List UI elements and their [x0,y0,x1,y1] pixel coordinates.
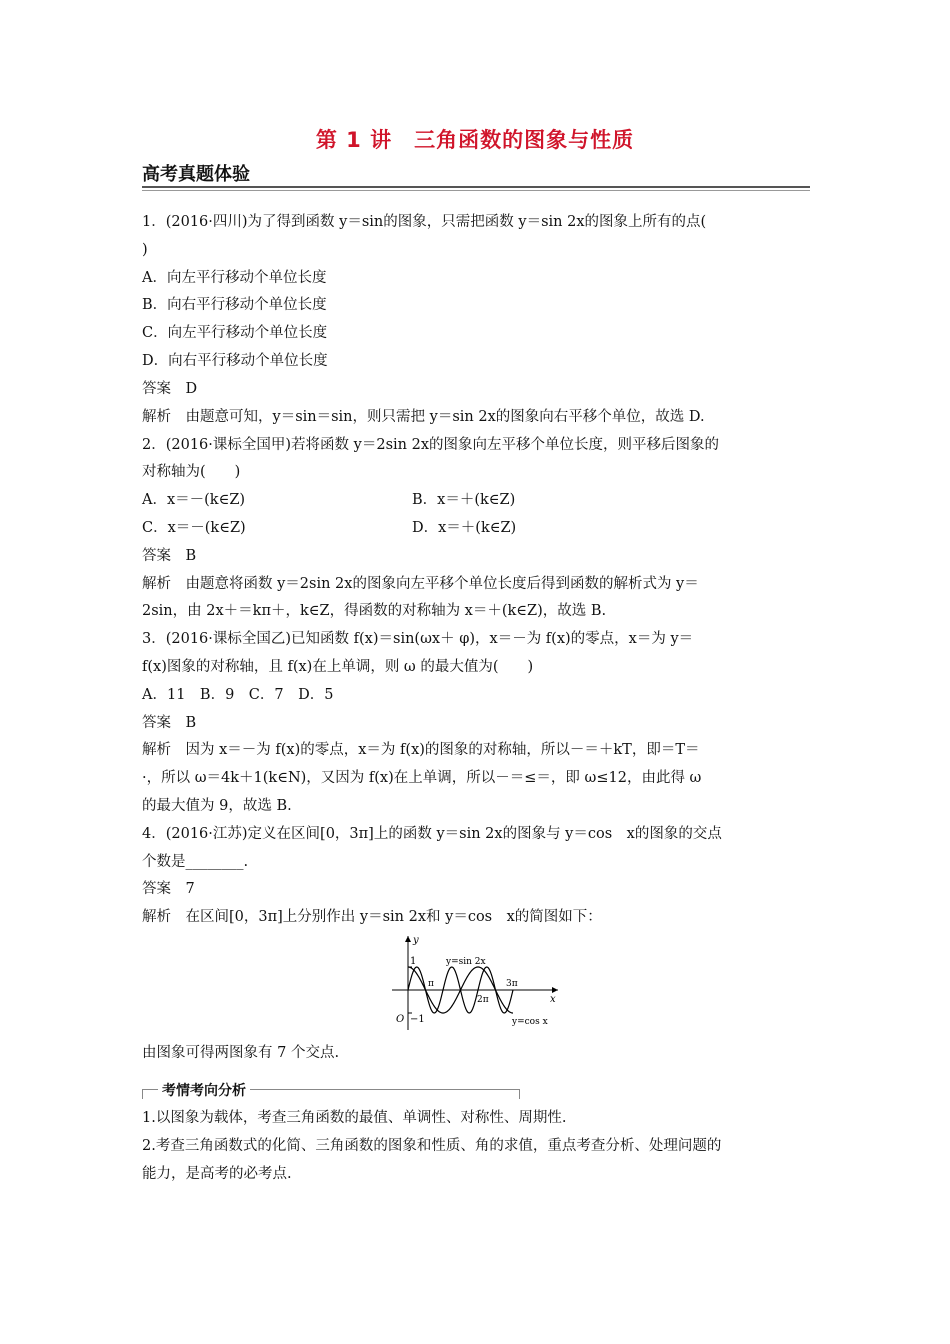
q2-stem-cont: 对称轴为( ) [142,464,241,480]
q3-analysis-cont: ·，所以 ω＝4k＋1(k∈N)，又因为 f(x)在上单调，所以－＝≤＝，即 ω≤12，由此得 ω [142,770,702,786]
q2-stem: 2．(2016·课标全国甲)若将函数 y＝2sin 2x的图象向左平移个单位长度，则平移后图象的 [142,437,720,453]
section-divider [142,186,810,188]
q3-analysis-end: 的最大值为 9，故选 B. [142,798,292,814]
x-axis-label: x [550,994,556,1005]
q1-answer: 答案 D [142,381,198,397]
q3-options: A．11 B．9 C．7 D．5 [142,687,334,703]
q1-option-a: A．向左平行移动个单位长度 [142,270,327,286]
label-sin-curve: y=sin 2x [446,957,486,967]
q2-answer: 答案 B [142,548,197,564]
analysis-box-left [142,1089,143,1099]
y-axis-label: y [413,935,419,946]
q1-analysis: 解析 由题意可知，y＝sin＝sin，则只需把 y＝sin 2x的图象向右平移个单位，故选 D. [142,409,705,425]
q2-option-a: A．x＝－(k∈Z) [142,492,246,508]
q2-option-c: C．x＝－(k∈Z) [142,520,246,536]
analysis-point-2-cont: 能力，是高考的必考点. [142,1166,292,1182]
section-divider-thin [142,190,810,191]
label-2pi: 2π [477,995,489,1005]
q3-analysis: 解析 因为 x＝－为 f(x)的零点，x＝为 f(x)的图象的对称轴，所以－＝＋kT，即＝T＝ [142,742,700,758]
label-cos-curve: y=cos x [512,1017,548,1027]
label-one: 1 [410,956,417,967]
q2-option-d: D．x＝＋(k∈Z) [412,520,517,536]
analysis-box-right [519,1089,520,1099]
analysis-point-2: 2.考查三角函数式的化简、三角函数的图象和性质、角的求值，重点考查分析、处理问题的 [142,1138,722,1154]
q3-stem-cont: f(x)图象的对称轴，且 f(x)在上单调，则 ω 的最大值为( ) [142,659,534,675]
x-axis-arrow [552,987,558,993]
q2-option-b: B．x＝＋(k∈Z) [412,492,516,508]
section-heading: 高考真题体验 [142,164,250,185]
q1-option-b: B．向右平行移动个单位长度 [142,297,327,313]
page-title: 第 1 讲 三角函数的图象与性质 [315,128,635,152]
q4-stem: 4．(2016·江苏)定义在区间[0，3π]上的函数 y＝sin 2x的图象与 y＝cos x的图象的交点 [142,826,722,842]
label-3pi: 3π [506,979,518,989]
analysis-point-1: 1.以图象为载体，考查三角函数的最值、单调性、对称性、周期性. [142,1110,567,1126]
q1-option-d: D．向右平行移动个单位长度 [142,353,328,369]
origin-label: O [396,1014,405,1025]
label-neg-one: −1 [410,1014,425,1025]
q1-stem: 1．(2016·四川)为了得到函数 y＝sin的图象，只需把函数 y＝sin 2x的图象上所有的点( [142,214,707,230]
q1-option-c: C．向左平行移动个单位长度 [142,325,328,341]
q3-stem: 3．(2016·课标全国乙)已知函数 f(x)＝sin(ωx＋ φ)，x＝－为 f(x)的零点，x＝为 y＝ [142,631,694,647]
y-axis-arrow [405,936,411,942]
q4-conclusion: 由图象可得两图象有 7 个交点. [142,1045,340,1061]
sin-cos-graph [388,932,560,1032]
q4-analysis: 解析 在区间[0，3π]上分别作出 y＝sin 2x和 y＝cos x的简图如下： [142,909,602,925]
q2-analysis: 解析 由题意将函数 y＝2sin 2x的图象向左平移个单位长度后得到函数的解析式为 y＝ [142,576,699,592]
analysis-box-title: 考情考向分析 [158,1080,250,1100]
label-pi: π [428,979,434,989]
q1-stem-cont: ) [142,242,148,258]
q4-stem-cont: 个数是________. [142,854,249,870]
q3-answer: 答案 B [142,715,197,731]
q2-analysis-cont: 2sin，由 2x＋＝kπ＋，k∈Z，得函数的对称轴为 x＝＋(k∈Z)，故选 B. [142,603,607,619]
q4-answer: 答案 7 [142,881,195,897]
